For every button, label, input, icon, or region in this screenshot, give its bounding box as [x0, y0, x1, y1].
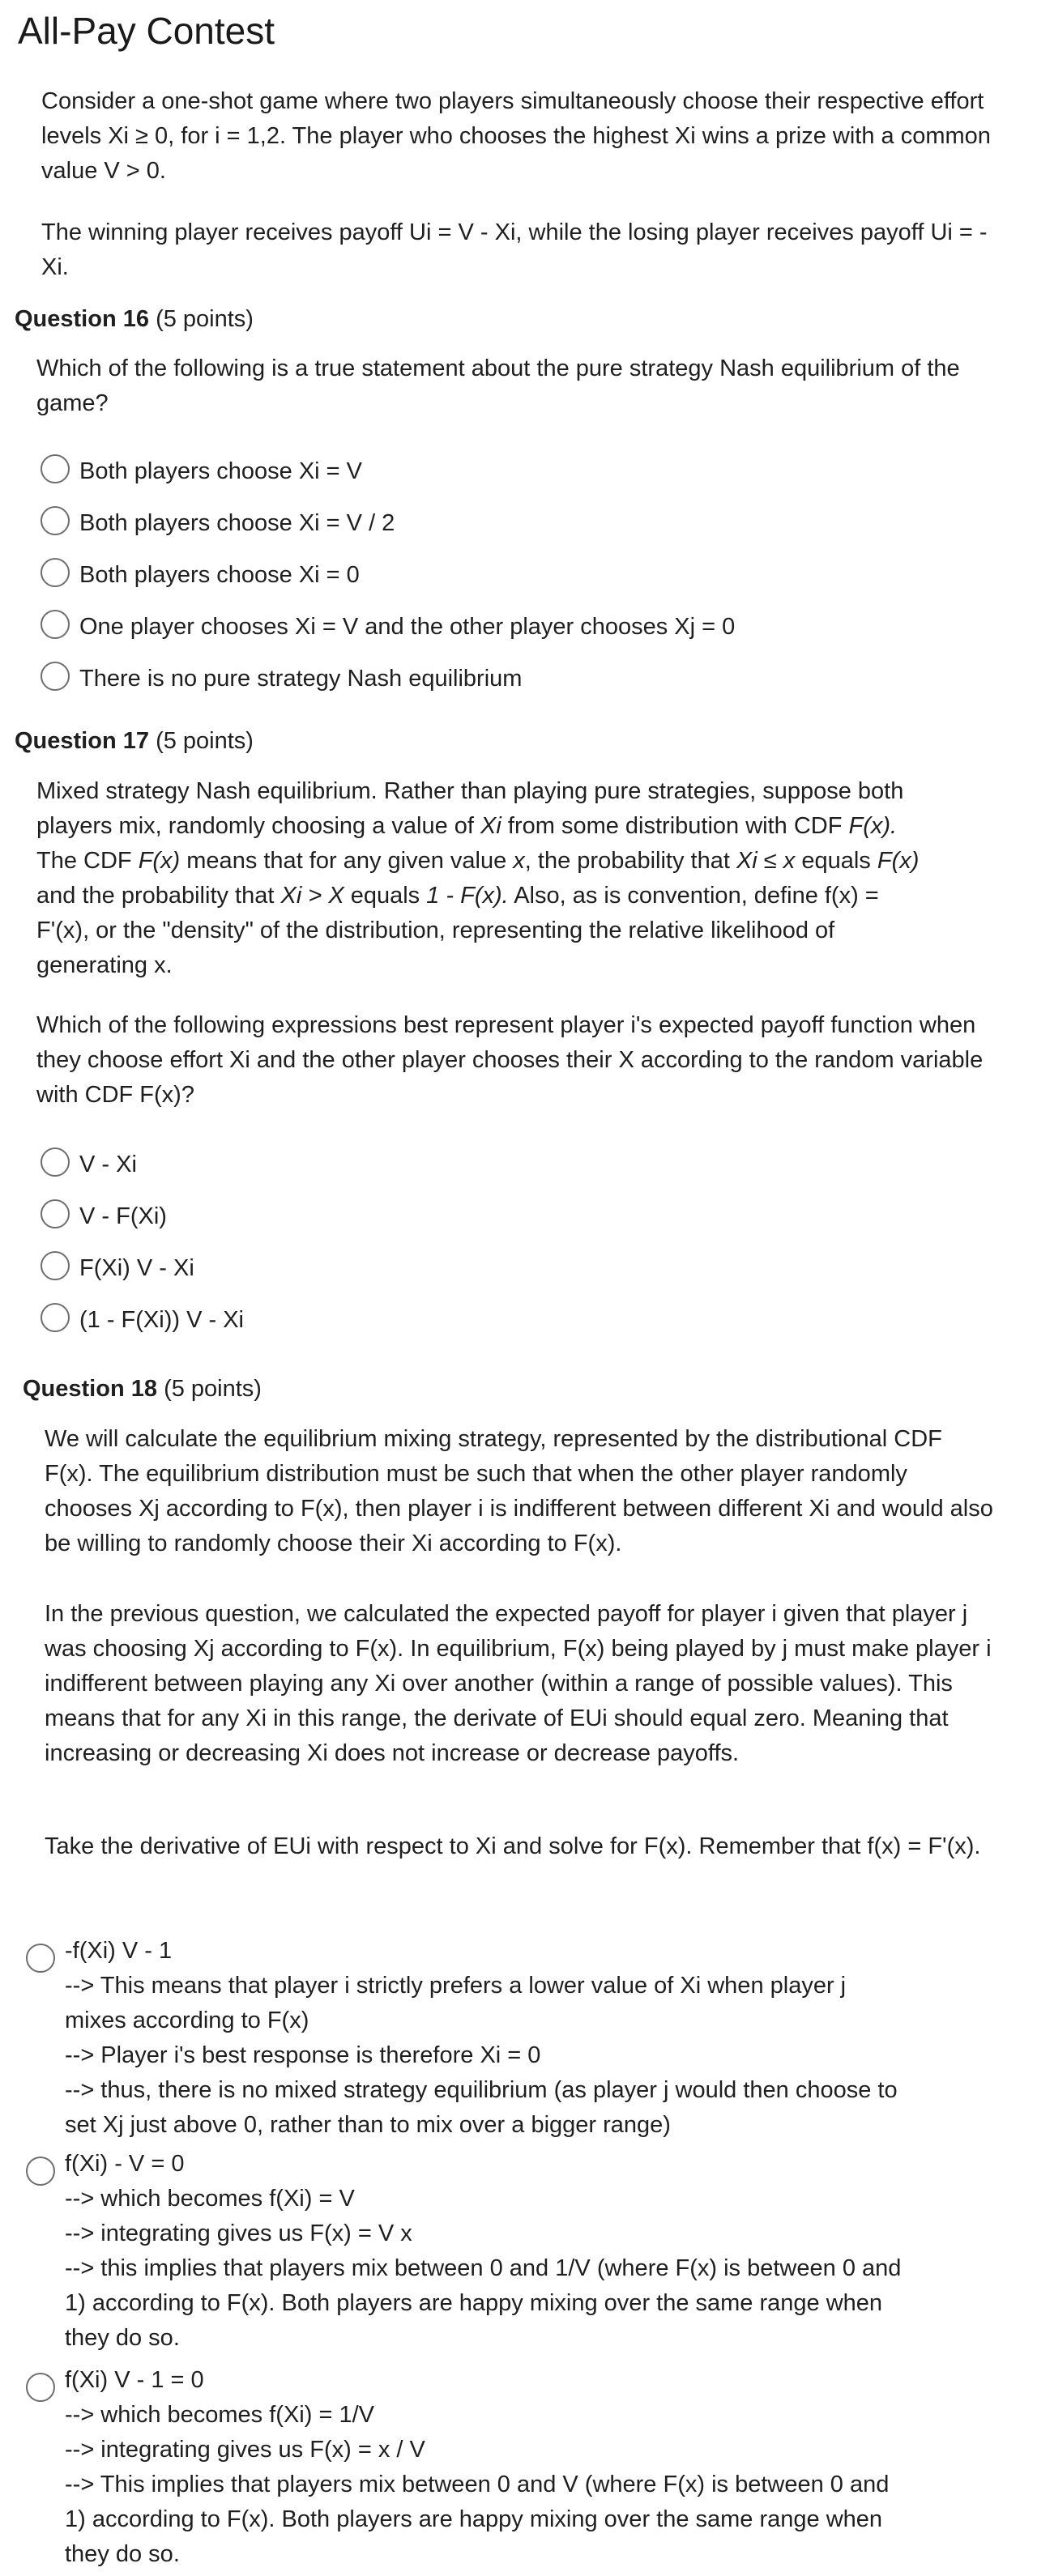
- radio-button[interactable]: [41, 662, 70, 691]
- question-18-paragraph-2: In the previous question, we calculated the expected payoff for player i given that player j was choosing Xj according to F(x). In equilibrium, F(x) being played by j must make player i indifferent between playing any Xi over another (within a range of possible values). This means that for any Xi in this range, the derivate of EUi should equal zero. Meaning that increasing or decreasing Xi does not increase or decrease payoffs.: [45, 1601, 992, 1766]
- page-title: All-Pay Contest: [18, 10, 275, 52]
- q17-option-2-label: V - F(Xi): [79, 1203, 167, 1229]
- q18-option-3[interactable]: [26, 2363, 1014, 2574]
- q17-line: The CDF F(x) means that for any given value x, the probability that Xi ≤ x equals F(x): [36, 848, 920, 874]
- q17-line: generating x.: [36, 952, 173, 978]
- question-17-header: [15, 724, 254, 759]
- question-18-header: [23, 1372, 262, 1407]
- q18-option-2-text: f(Xi) - V = 0 --> which becomes f(Xi) = V --> integrating gives us F(x) = V x --> this implies that players mix between 0 and 1/V (where F(x) is between 0 and 1) according to F(x). Both players are happy mixing over the same range when they do so.: [65, 2151, 902, 2351]
- question-18-points: (5 points): [164, 1376, 262, 1402]
- q17-option-2[interactable]: [41, 1199, 167, 1234]
- radio-button[interactable]: [41, 610, 70, 639]
- q18-option-2[interactable]: [26, 2147, 1014, 2357]
- q18-option-1-text: -f(Xi) V - 1 --> This means that player i strictly prefers a lower value of Xi when player j mixes according to F(x) --> Player i's best response is therefore Xi = 0 --> thus, there is no mixed strategy equilibrium (as player j would then choose to set Xj just above 0, rather than to mix over a bigger range): [65, 1938, 898, 2138]
- q17-line: F'(x), or the "density" of the distribution, representing the relative likelihood of: [36, 918, 835, 943]
- q16-option-4-label: One player chooses Xi = V and the other player chooses Xj = 0: [79, 614, 736, 640]
- question-18-paragraph-1: We will calculate the equilibrium mixing strategy, represented by the distributional CDF F(x). The equilibrium distribution must be such that when the other player randomly chooses Xj according to F(x), then player i is indifferent between different Xi and would also be willing to randomly choose their Xi according to F(x).: [45, 1426, 993, 1556]
- radio-button[interactable]: [41, 1199, 70, 1228]
- q16-option-2[interactable]: [41, 506, 395, 541]
- intro-paragraph-2: The winning player receives payoff Ui = V - Xi, while the losing player receives payoff Ui = - Xi.: [41, 219, 988, 280]
- q17-option-3[interactable]: [41, 1251, 194, 1286]
- question-18-paragraph-3: Take the derivative of EUi with respect to Xi and solve for F(x). Remember that f(x) = F'(x).: [45, 1833, 981, 1859]
- radio-button[interactable]: [41, 1251, 70, 1280]
- q16-option-5-label: There is no pure strategy Nash equilibrium: [79, 666, 523, 692]
- q17-line: Mixed strategy Nash equilibrium. Rather than playing pure strategies, suppose both: [36, 778, 904, 804]
- q17-line: players mix, randomly choosing a value of Xi from some distribution with CDF F(x).: [36, 813, 898, 839]
- q18-option-1[interactable]: [26, 1934, 1014, 2144]
- q16-option-1-label: Both players choose Xi = V: [79, 458, 363, 484]
- q17-line: and the probability that Xi > X equals 1 - F(x). Also, as is convention, define f(x) =: [36, 883, 879, 909]
- q17-option-1[interactable]: [41, 1147, 137, 1182]
- q17-option-1-label: V - Xi: [79, 1152, 137, 1177]
- radio-button[interactable]: [26, 2157, 55, 2186]
- radio-button[interactable]: [41, 1303, 70, 1332]
- radio-button[interactable]: [26, 2373, 55, 2402]
- question-16-title: Question 16: [15, 306, 149, 332]
- q16-option-2-label: Both players choose Xi = V / 2: [79, 510, 395, 536]
- q16-option-3[interactable]: [41, 558, 360, 593]
- q16-option-5[interactable]: [41, 662, 522, 696]
- question-16-prompt: Which of the following is a true statement about the pure strategy Nash equilibrium of the game?: [36, 356, 960, 416]
- q18-option-3-text: f(Xi) V - 1 = 0 --> which becomes f(Xi) = 1/V --> integrating gives us F(x) = x / V --> This implies that players mix between 0 and V (where F(x) is between 0 and 1) according to F(x). Both players are happy mixing over the same range when they do so.: [65, 2367, 890, 2567]
- q16-option-1[interactable]: [41, 454, 362, 489]
- radio-button[interactable]: [41, 454, 70, 483]
- question-16-header: [15, 302, 254, 337]
- radio-button[interactable]: [26, 1944, 55, 1973]
- q17-option-4-label: (1 - F(Xi)) V - Xi: [79, 1307, 244, 1333]
- radio-button[interactable]: [41, 1147, 70, 1177]
- intro-paragraph-1: Consider a one-shot game where two players simultaneously choose their respective effort levels Xi ≥ 0, for i = 1,2. The player who chooses the highest Xi wins a prize with a common value V > 0.: [41, 88, 991, 184]
- q17-option-4[interactable]: [41, 1303, 244, 1338]
- q17-option-3-label: F(Xi) V - Xi: [79, 1255, 194, 1281]
- question-16-points: (5 points): [156, 306, 254, 332]
- question-18-title: Question 18: [23, 1376, 157, 1402]
- question-17-paragraph-2: Which of the following expressions best represent player i's expected payoff function when they choose effort Xi and the other player chooses their X according to the random variable with CDF F(x)?: [36, 1012, 984, 1108]
- question-17-title: Question 17: [15, 728, 149, 754]
- q16-option-4[interactable]: [41, 610, 735, 645]
- question-17-points: (5 points): [156, 728, 254, 754]
- radio-button[interactable]: [41, 506, 70, 535]
- question-17-paragraph-1: [36, 774, 1009, 983]
- radio-button[interactable]: [41, 558, 70, 587]
- q16-option-3-label: Both players choose Xi = 0: [79, 562, 360, 588]
